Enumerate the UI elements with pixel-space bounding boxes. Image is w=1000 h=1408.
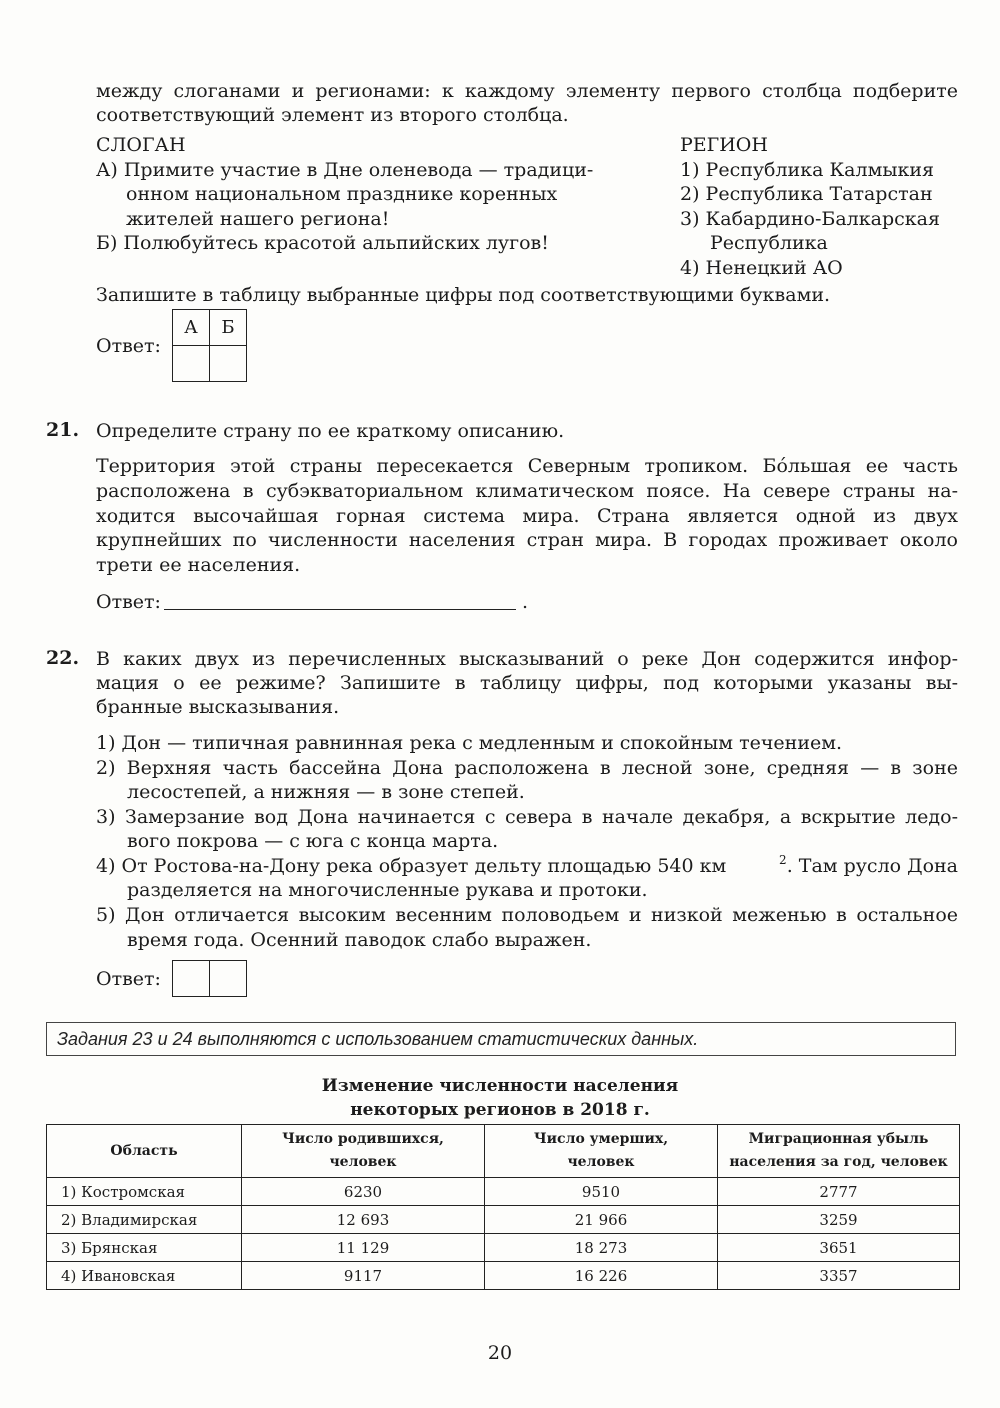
cell-migration: 3357	[718, 1262, 960, 1290]
q22-statement-2-line-2: лесостепей, а нижняя — в зоне степей.	[127, 781, 525, 803]
region-3-line-2: Республика	[710, 232, 828, 254]
col-header-migration-line-1: Миграционная убыль	[748, 1131, 929, 1147]
tasks-note-box: Задания 23 и 24 выполняются с использованием статистических данных.	[46, 1022, 956, 1056]
q22-statement-4-line-1	[96, 854, 958, 878]
table-title-line-2: некоторых регионов в 2018 г.	[350, 1100, 650, 1120]
col-header-migration	[718, 1125, 960, 1178]
q20-answer-cell-b[interactable]	[210, 346, 247, 382]
q22-statement-5-line-2: время года. Осенний паводок слабо выражен.	[127, 929, 592, 951]
q21-title: Определите страну по ее краткому описанию.	[96, 420, 565, 442]
cell-deaths: 16 226	[485, 1262, 718, 1290]
region-4: 4) Ненецкий АО	[680, 257, 843, 279]
region-header: РЕГИОН	[680, 134, 768, 156]
page-number: 20	[487, 1342, 513, 1364]
q22-answer-label: Ответ:	[96, 968, 161, 990]
q21-line-4: крупнейших по численности населения стран мира. В городах проживает около	[96, 529, 958, 551]
q22-statement-5-line-1: 5) Дон отличается высоким весенним половодьем и низкой меженью в остальное	[96, 904, 958, 926]
cell-deaths: 18 273	[485, 1234, 718, 1262]
col-header-births	[242, 1125, 485, 1178]
region-1: 1) Республика Калмыкия	[680, 159, 934, 181]
population-table	[46, 1124, 960, 1290]
cell-region: 3) Брянская	[47, 1234, 242, 1262]
q22-statement-2-line-1: 2) Верхняя часть бассейна Дона расположена в лесной зоне, средняя — в зоне	[96, 757, 958, 779]
q22-statement-3-line-1: 3) Замерзание вод Дона начинается с севера в начале декабря, а вскрытие ледо-	[96, 806, 958, 828]
q21-line-1: Территория этой страны пересекается Северным тропиком. Бóльшая ее часть	[96, 455, 958, 477]
q21-line-2: расположена в субэкваториальном климатическом поясе. На севере страны на-	[96, 480, 958, 502]
q22-question-line-2: мация о ее режиме? Запишите в таблицу цифры, под которыми указаны вы-	[96, 672, 958, 694]
q20-answer-table	[172, 309, 247, 382]
q20-answer-cell-a[interactable]	[173, 346, 210, 382]
q21-line-3: ходится высочайшая горная система мира. Страна является одной из двух	[96, 505, 958, 527]
cell-region: 2) Владимирская	[47, 1206, 242, 1234]
slogan-a-line-3: жителей нашего региона!	[126, 208, 390, 230]
q21-answer-label: Ответ:	[96, 591, 161, 613]
q21-number: 21.	[46, 419, 80, 441]
col-header-deaths-line-1: Число умерших,	[533, 1131, 669, 1147]
q22-answer-table	[172, 960, 247, 997]
col-header-migration-line-2: населения за год, человек	[729, 1154, 948, 1170]
q22-statement-3-line-2: вого покрова — с юга с конца марта.	[127, 830, 499, 852]
table-row	[47, 1206, 960, 1234]
q22-statement-4-superscript: 2	[779, 853, 787, 867]
cell-births: 12 693	[242, 1206, 485, 1234]
intro-line-1: между слоганами и регионами: к каждому элементу первого столбца подберите	[96, 80, 958, 102]
intro-line-2: соответствующий элемент из второго столбца.	[96, 104, 569, 126]
cell-region: 1) Костромская	[47, 1178, 242, 1206]
q21-answer-field[interactable]	[164, 591, 516, 610]
q22-question-line-1: В каких двух из перечисленных высказываний о реке Дон содержится инфор-	[96, 648, 958, 670]
q22-statement-4-text-b: . Там русло Дона	[786, 855, 958, 877]
table-header-row	[47, 1125, 960, 1178]
cell-births: 6230	[242, 1178, 485, 1206]
slogan-a-line-2: онном национальном празднике коренных	[126, 183, 558, 205]
q21-answer-period: .	[522, 591, 529, 613]
cell-region: 4) Ивановская	[47, 1262, 242, 1290]
col-header-region: Область	[47, 1125, 242, 1178]
col-header-births-line-1: Число родившихся,	[282, 1131, 444, 1147]
cell-migration: 2777	[718, 1178, 960, 1206]
q22-question-line-3: бранные высказывания.	[96, 696, 340, 718]
slogan-a-line-1: А) Примите участие в Дне оленевода — традици-	[96, 159, 594, 181]
q22-answer-cell-1[interactable]	[173, 961, 210, 997]
table-row	[47, 1178, 960, 1206]
table-row	[47, 1234, 960, 1262]
q20-instruction: Запишите в таблицу выбранные цифры под соответствующими буквами.	[96, 284, 831, 306]
cell-deaths: 21 966	[485, 1206, 718, 1234]
slogan-b-line-1: Б) Полюбуйтесь красотой альпийских лугов!	[96, 232, 549, 254]
q22-statement-1: 1) Дон — типичная равнинная река с медленным и спокойным течением.	[96, 732, 843, 754]
q20-col-a-header: А	[173, 310, 210, 346]
q22-answer-cell-2[interactable]	[210, 961, 247, 997]
q22-statement-4-text-a: 4) От Ростова-на-Дону река образует дельту площадью 540 км	[96, 855, 727, 877]
table-row	[47, 1262, 960, 1290]
region-2: 2) Республика Татарстан	[680, 183, 933, 205]
q22-statement-4-line-2: разделяется на многочисленные рукава и протоки.	[127, 879, 648, 901]
cell-migration: 3651	[718, 1234, 960, 1262]
q21-line-5: трети ее населения.	[96, 554, 301, 576]
cell-deaths: 9510	[485, 1178, 718, 1206]
col-header-deaths	[485, 1125, 718, 1178]
table-title-line-1: Изменение численности населения	[321, 1076, 679, 1096]
slogan-header: СЛОГАН	[96, 134, 186, 156]
cell-births: 11 129	[242, 1234, 485, 1262]
cell-migration: 3259	[718, 1206, 960, 1234]
q22-number: 22.	[46, 647, 80, 669]
q20-answer-label: Ответ:	[96, 335, 161, 357]
region-3-line-1: 3) Кабардино-Балкарская	[680, 208, 940, 230]
cell-births: 9117	[242, 1262, 485, 1290]
col-header-deaths-line-2: человек	[567, 1154, 635, 1170]
col-header-births-line-2: человек	[329, 1154, 397, 1170]
q20-col-b-header: Б	[210, 310, 247, 346]
